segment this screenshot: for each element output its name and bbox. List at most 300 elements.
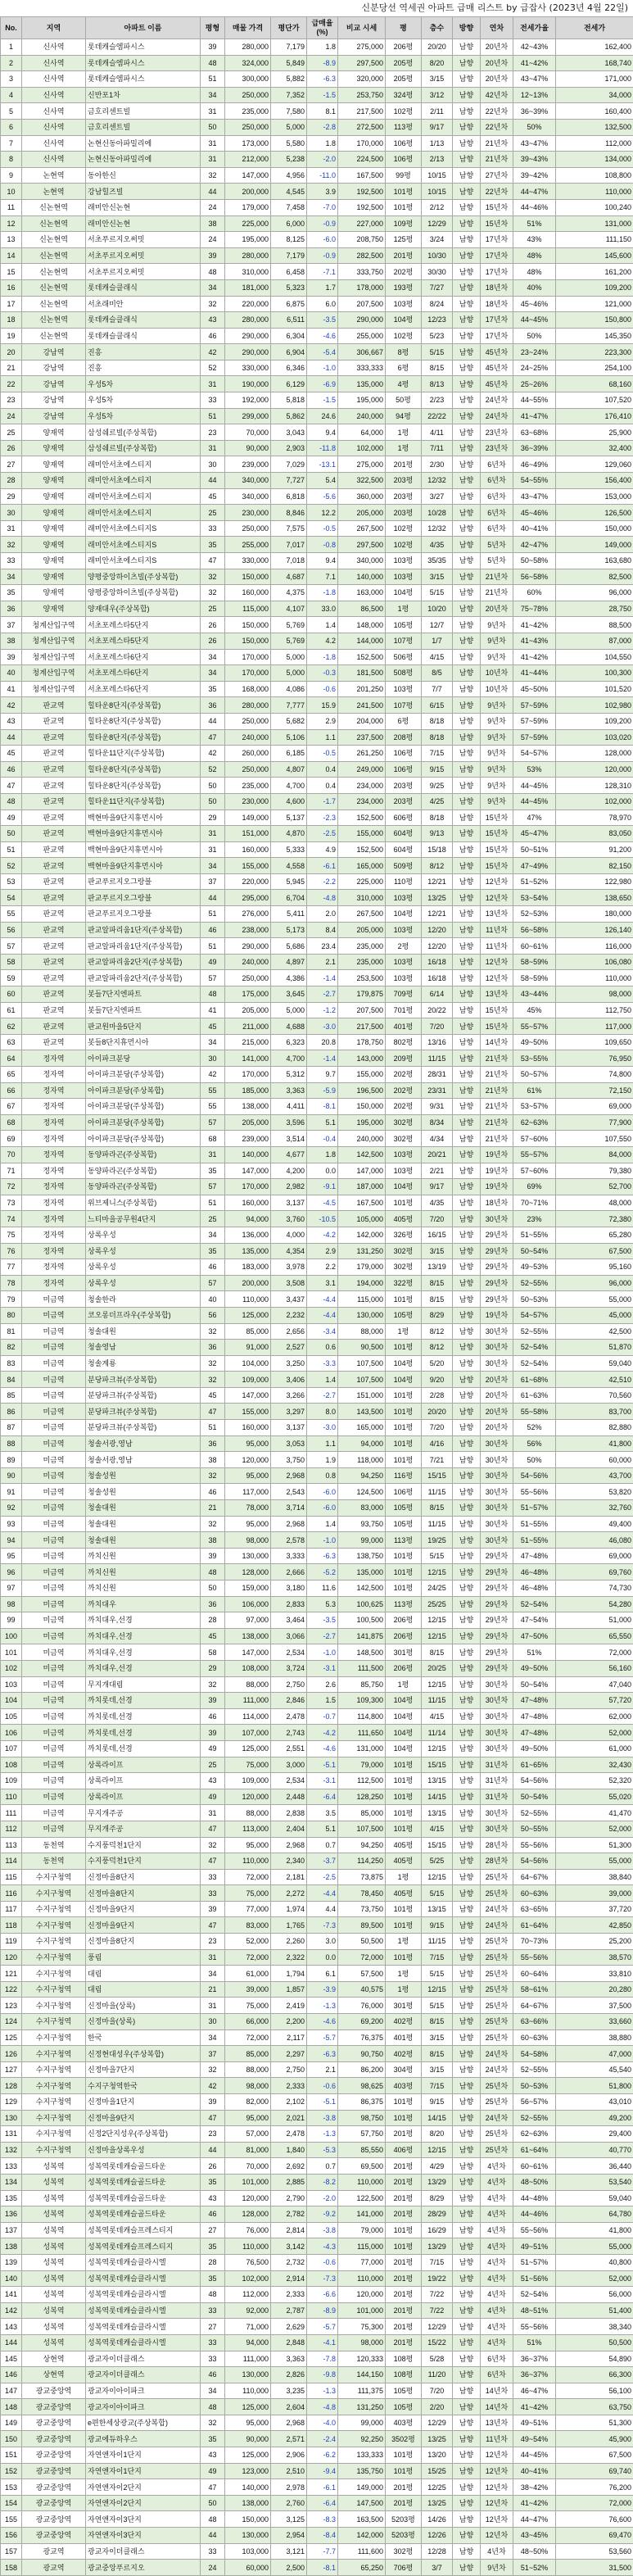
table-cell: 남향 — [453, 1018, 481, 1035]
table-cell: 23년차 — [481, 440, 513, 456]
table-cell: 광교에듀하우스 — [86, 2431, 201, 2447]
table-cell: 12~13% — [513, 87, 556, 103]
table-cell: 남향 — [453, 1372, 481, 1388]
table-cell: 12년차 — [481, 2495, 513, 2511]
table-cell: 4년차 — [481, 2543, 513, 2560]
table-cell: 47~49% — [513, 858, 556, 874]
table-cell: 5,769 — [271, 617, 307, 633]
table-cell: 남향 — [453, 1581, 481, 1597]
table-cell: 44 — [201, 890, 225, 906]
table-cell: 14년차 — [481, 2383, 513, 2399]
table-row — [1, 2431, 633, 2447]
table-cell: 84,000 — [556, 1146, 633, 1163]
table-cell: 340,000 — [338, 553, 386, 569]
table-cell: 12/29 — [422, 215, 453, 232]
table-cell: 롯데캐슬클래식 — [86, 328, 201, 344]
table-cell: 청계산입구역 — [22, 617, 86, 633]
table-cell: 42,510 — [556, 1372, 633, 1388]
table-cell: 88,000 — [225, 1676, 271, 1693]
table-cell: 5,173 — [271, 922, 307, 938]
table-cell: 49,200 — [556, 2110, 633, 2126]
table-cell: 청계산입구역 — [22, 649, 86, 665]
table-cell: 성복역롯데캐슬골드타운 — [86, 2190, 201, 2206]
table-cell: 170,000 — [225, 1179, 271, 1195]
table-cell: 41 — [201, 1002, 225, 1018]
table-cell: 142 — [1, 2302, 22, 2319]
table-cell: 101평 — [386, 1581, 422, 1597]
table-row — [1, 1981, 633, 1998]
table-cell: 94,000 — [225, 2334, 271, 2351]
table-cell: 성복역롯데캐슬클라시엘 — [86, 2319, 201, 2335]
table-cell: 230,000 — [225, 505, 271, 521]
table-cell: 117,000 — [556, 1018, 633, 1035]
table-cell: 남향 — [453, 376, 481, 392]
table-cell: 51~57% — [513, 2254, 556, 2270]
table-cell: 225,000 — [338, 873, 386, 890]
table-cell: 40 — [1, 665, 22, 682]
table-cell: -5.7 — [307, 2319, 338, 2335]
table-cell: 508평 — [386, 665, 422, 682]
table-cell: 120 — [1, 1949, 22, 1966]
table-cell: 2,333 — [271, 2078, 307, 2094]
table-cell: 25년차 — [481, 1981, 513, 1998]
table-cell: 3,406 — [271, 1372, 307, 1388]
table-cell: 120,000 — [338, 2287, 386, 2303]
table-cell: -2.4 — [307, 2431, 338, 2447]
table-cell: 36 — [201, 697, 225, 714]
table-cell: 47~48% — [513, 1693, 556, 1709]
table-cell: 남향 — [453, 841, 481, 858]
table-cell: 405평 — [386, 1837, 422, 1853]
table-cell: 5,769 — [271, 633, 307, 649]
table-cell: 힐타운8단지(주상복합) — [86, 778, 201, 794]
table-cell: 27년차 — [481, 167, 513, 184]
table-cell: 청솔계룡 — [86, 1355, 201, 1372]
table-cell: 서초푸르지오써밋 — [86, 264, 201, 280]
table-cell: 상록우성 — [86, 1275, 201, 1291]
table-cell: 신논현역 — [22, 199, 86, 215]
table-cell: -11.0 — [307, 167, 338, 184]
table-cell: 14/15 — [422, 1789, 453, 1805]
table-cell: 13/25 — [422, 890, 453, 906]
table-cell: 판교역 — [22, 1002, 86, 1018]
table-cell: 82,880 — [556, 1420, 633, 1436]
table-cell: 양재역 — [22, 424, 86, 441]
table-cell: 19년차 — [481, 1307, 513, 1323]
table-cell: 47~54% — [513, 1612, 556, 1629]
table-cell: 판교역 — [22, 810, 86, 826]
table-cell: 205,000 — [225, 1002, 271, 1018]
table-cell: 광교중앙역 — [22, 2479, 86, 2496]
table-cell: 24년차 — [481, 2046, 513, 2062]
table-cell: 동양파라곤(주상복합) — [86, 1179, 201, 1195]
table-cell: 코오롱더프라우(주상복합) — [86, 1307, 201, 1323]
table-cell: 101평 — [386, 2110, 422, 2126]
table-cell: 까치신원 — [86, 1548, 201, 1564]
table-cell: 101,000 — [225, 2174, 271, 2190]
table-cell: 6년차 — [481, 473, 513, 489]
table-cell: 506평 — [386, 649, 422, 665]
table-cell: 남향 — [453, 761, 481, 778]
table-cell: 13/29 — [422, 2238, 453, 2255]
table-cell: 13년차 — [481, 906, 513, 923]
table-cell: 까치롯데,선경 — [86, 1740, 201, 1757]
table-cell: 신사역 — [22, 87, 86, 103]
table-cell: 47 — [201, 1404, 225, 1420]
table-cell: 235,000 — [225, 778, 271, 794]
table-cell: 150,000 — [225, 617, 271, 633]
table-cell: 2/12 — [422, 199, 453, 215]
table-cell: 51~55% — [513, 1227, 556, 1243]
page-title: 신분당선 역세권 아파트 급매 리스트 by 급잡사 (2023년 4월 22일) — [0, 0, 633, 16]
table-cell: 140,000 — [338, 569, 386, 585]
table-row — [1, 2030, 633, 2046]
table-cell: 212,000 — [225, 152, 271, 168]
table-cell: 106 — [1, 1725, 22, 1741]
table-row — [1, 1917, 633, 1934]
table-cell: 56~57% — [513, 2094, 556, 2111]
table-cell: 12/20 — [422, 922, 453, 938]
table-cell: 남향 — [453, 2334, 481, 2351]
table-cell: 148 — [1, 2399, 22, 2415]
table-cell: 33 — [1, 553, 22, 569]
table-cell: 5/15 — [422, 1548, 453, 1564]
table-cell: 3,464 — [271, 1612, 307, 1629]
table-cell: 30년차 — [481, 1452, 513, 1468]
table-cell: 131,000 — [338, 1740, 386, 1757]
table-cell: 미금역 — [22, 1773, 86, 1789]
table-cell: 11년차 — [481, 2431, 513, 2447]
table-cell: 1.8 — [307, 1146, 338, 1163]
table-cell: 15/15 — [422, 1467, 453, 1484]
table-cell: 남향 — [453, 2030, 481, 2046]
table-cell: 9년차 — [481, 793, 513, 810]
table-cell: 광교중앙역 — [22, 2447, 86, 2464]
table-cell: 6 — [1, 119, 22, 135]
table-cell: 롯데캐슬클래식 — [86, 312, 201, 329]
table-cell: 3,137 — [271, 1420, 307, 1436]
table-cell: 49~50% — [513, 1740, 556, 1757]
table-cell: 19년차 — [481, 1146, 513, 1163]
table-cell: 94,000 — [225, 1211, 271, 1227]
table-cell: 117,000 — [225, 1484, 271, 1500]
table-cell: 2,903 — [271, 440, 307, 456]
table-cell: 131,000 — [556, 215, 633, 232]
table-cell: 121 — [1, 1966, 22, 1982]
table-cell: 167,500 — [338, 1195, 386, 1211]
table-row — [1, 697, 633, 714]
table-cell: 47 — [201, 1853, 225, 1870]
table-cell: 신정2단지성우(주상복합) — [86, 2126, 201, 2143]
table-cell: 36~37% — [513, 2367, 556, 2383]
table-cell: 205,000 — [225, 1114, 271, 1131]
table-row — [1, 1082, 633, 1099]
table-cell: 25 — [201, 1211, 225, 1227]
table-cell: -13.1 — [307, 456, 338, 473]
table-row — [1, 810, 633, 826]
table-cell: 봇들7단지엔파트 — [86, 986, 201, 1003]
table-cell: 120,000 — [225, 2190, 271, 2206]
table-cell: 119 — [1, 1934, 22, 1950]
table-cell: 52~53% — [513, 906, 556, 923]
table-cell: 69,200 — [338, 2014, 386, 2030]
table-cell: 9 — [1, 167, 22, 184]
table-cell: 32 — [201, 1355, 225, 1372]
table-cell: 남향 — [453, 408, 481, 424]
table-cell: 30년차 — [481, 1725, 513, 1741]
table-cell: 79 — [1, 1291, 22, 1308]
table-cell: 86,200 — [338, 2061, 386, 2078]
table-cell: 6,818 — [271, 488, 307, 505]
table-cell: 240,000 — [225, 954, 271, 970]
table-cell: 판교푸르지오그랑블 — [86, 890, 201, 906]
table-cell: 4,677 — [271, 1146, 307, 1163]
table-cell: -0.6 — [307, 681, 338, 697]
table-cell: 남향 — [453, 1725, 481, 1741]
table-cell: 50 — [1, 826, 22, 842]
table-cell: 남향 — [453, 1131, 481, 1147]
table-cell: 69,760 — [556, 1564, 633, 1581]
table-cell: 61 — [1, 1002, 22, 1018]
table-cell: 5/15 — [422, 344, 453, 361]
table-cell: 98,625 — [338, 2078, 386, 2094]
table-cell: 48% — [513, 264, 556, 280]
table-cell: 62~63% — [513, 2126, 556, 2143]
table-cell: 69,000 — [556, 1099, 633, 1115]
table-cell: 남향 — [453, 1420, 481, 1436]
table-cell: -0.5 — [307, 520, 338, 537]
listing-table — [0, 16, 633, 2576]
table-cell: 34 — [201, 279, 225, 296]
table-row — [1, 1227, 633, 1243]
table-cell: 29년차 — [481, 1564, 513, 1581]
table-row — [1, 2270, 633, 2287]
table-cell: 5,000 — [271, 119, 307, 135]
table-cell: 52,700 — [556, 1179, 633, 1195]
table-cell: 39,000 — [556, 1885, 633, 1902]
table-cell: 90,750 — [338, 2046, 386, 2062]
table-cell: 155,000 — [338, 826, 386, 842]
table-cell: 성복역롯데캐슬프레스티지 — [86, 2222, 201, 2238]
table-cell: 남향 — [453, 184, 481, 200]
table-cell: 미금역 — [22, 1612, 86, 1629]
table-cell: 196,500 — [338, 1082, 386, 1099]
table-cell: 100 — [1, 1628, 22, 1644]
table-cell: 3,514 — [271, 1131, 307, 1147]
table-cell: 51~55% — [513, 1516, 556, 1532]
table-cell: 709평 — [386, 986, 422, 1003]
table-cell: 194,000 — [338, 1275, 386, 1291]
table-cell: 남향 — [453, 938, 481, 955]
table-cell: 우성5차 — [86, 376, 201, 392]
table-cell: 판교역 — [22, 761, 86, 778]
table-cell: 힐타운8단지(주상복합) — [86, 713, 201, 729]
table-cell: 판교역 — [22, 697, 86, 714]
table-cell: 95,000 — [225, 2415, 271, 2431]
table-cell: 160,000 — [225, 1195, 271, 1211]
table-cell: 32 — [1, 537, 22, 553]
table-row — [1, 1099, 633, 1115]
table-cell: 남향 — [453, 633, 481, 649]
table-cell: 31 — [201, 1998, 225, 2014]
table-cell: 3,645 — [271, 986, 307, 1003]
table-cell: 76,200 — [556, 2479, 633, 2496]
table-cell: 122,500 — [338, 2190, 386, 2206]
table-cell: 95 — [1, 1548, 22, 1564]
table-cell: 47,040 — [556, 1676, 633, 1693]
table-cell: 신논현역 — [22, 215, 86, 232]
table-row — [1, 2206, 633, 2223]
table-cell: 137 — [1, 2222, 22, 2238]
table-cell: 2,833 — [271, 1596, 307, 1612]
table-cell: 150,000 — [225, 633, 271, 649]
table-cell: 47 — [201, 1917, 225, 1934]
table-cell: 2,760 — [271, 2495, 307, 2511]
table-cell: 남향 — [453, 1805, 481, 1821]
table-cell: 44 — [201, 2528, 225, 2544]
table-row — [1, 1693, 633, 1709]
table-cell: 판교역 — [22, 986, 86, 1003]
table-cell: 11년차 — [481, 922, 513, 938]
table-cell: 2,534 — [271, 1773, 307, 1789]
table-row — [1, 617, 633, 633]
table-cell: 77,000 — [338, 2254, 386, 2270]
table-cell: 82,000 — [225, 2094, 271, 2111]
table-cell: 신논현역 — [22, 328, 86, 344]
table-cell: 112,000 — [225, 2287, 271, 2303]
table-cell: 57~59% — [513, 697, 556, 714]
table-cell: 신사역 — [22, 39, 86, 56]
table-cell: 31 — [201, 440, 225, 456]
table-cell: 39 — [201, 1901, 225, 1917]
table-cell: 201평 — [386, 2158, 422, 2175]
table-cell: 8/12 — [422, 858, 453, 874]
table-cell: 남향 — [453, 970, 481, 986]
table-cell: 94,250 — [338, 1837, 386, 1853]
table-cell: 70 — [1, 1146, 22, 1163]
table-cell: 남향 — [453, 1628, 481, 1644]
table-cell: 52,000 — [556, 1725, 633, 1741]
table-cell: 3,053 — [271, 1435, 307, 1452]
table-cell: 101평 — [386, 1548, 422, 1564]
table-row — [1, 296, 633, 312]
table-cell: 101평 — [386, 1420, 422, 1436]
table-cell: 양재역 — [22, 537, 86, 553]
table-cell: 138,000 — [225, 1099, 271, 1115]
table-cell: 267,500 — [338, 520, 386, 537]
table-cell: 38,340 — [556, 2319, 633, 2335]
table-cell: 2,478 — [271, 1708, 307, 1725]
table-cell: 2,021 — [271, 2110, 307, 2126]
table-cell: 35 — [201, 2270, 225, 2287]
table-cell: 청솔대원 — [86, 1532, 201, 1549]
table-cell: -1.8 — [307, 585, 338, 601]
table-row — [1, 2222, 633, 2238]
table-cell: 13/15 — [422, 1805, 453, 1821]
table-cell: 122 — [1, 1981, 22, 1998]
table-cell: 6/14 — [422, 986, 453, 1003]
table-cell: 4년차 — [481, 2190, 513, 2206]
table-cell: 남향 — [453, 585, 481, 601]
table-cell: 남향 — [453, 135, 481, 152]
table-cell: 72 — [1, 1179, 22, 1195]
table-cell: 청솔서광,영남 — [86, 1435, 201, 1452]
table-cell: 힐타운11단지(주상복합) — [86, 746, 201, 762]
table-cell: 남향 — [453, 2287, 481, 2303]
table-cell: 4,688 — [271, 1018, 307, 1035]
table-cell: 남향 — [453, 2014, 481, 2030]
table-cell: 42 — [201, 746, 225, 762]
table-cell: 남향 — [453, 1998, 481, 2014]
table-cell: 32 — [201, 1516, 225, 1532]
table-cell: 45~47% — [513, 826, 556, 842]
table-cell: 36 — [201, 1435, 225, 1452]
table-cell: 성복역롯데캐슬클라시엘 — [86, 2270, 201, 2287]
table-cell: 4년차 — [481, 2334, 513, 2351]
table-cell: 46 — [201, 922, 225, 938]
table-cell: 145,350 — [556, 328, 633, 344]
table-cell: 32 — [201, 1467, 225, 1484]
table-cell: 7,727 — [271, 473, 307, 489]
table-cell: 42 — [201, 1067, 225, 1083]
table-cell: 201평 — [386, 2287, 422, 2303]
table-cell: 56~58% — [513, 922, 556, 938]
table-cell: 5,411 — [271, 906, 307, 923]
table-cell: 75,000 — [225, 1998, 271, 2014]
table-cell: 27 — [201, 2319, 225, 2335]
table-row — [1, 1725, 633, 1741]
table-cell: 31,500 — [556, 2560, 633, 2576]
table-cell: 102,000 — [225, 2270, 271, 2287]
table-cell: 297,500 — [338, 55, 386, 71]
table-row — [1, 1291, 633, 1308]
table-cell: 132,500 — [556, 119, 633, 135]
table-cell: 25 — [1, 424, 22, 441]
table-cell: 3,333 — [271, 1548, 307, 1564]
table-cell: 31 — [1, 520, 22, 537]
table-cell: 179,000 — [338, 1259, 386, 1276]
table-cell: 47 — [201, 2110, 225, 2126]
table-cell: 남향 — [453, 264, 481, 280]
table-cell: 49 — [201, 1789, 225, 1805]
table-cell: 86,500 — [338, 601, 386, 617]
table-cell: 79,000 — [338, 1757, 386, 1773]
table-cell: 남향 — [453, 778, 481, 794]
table-cell: 290,000 — [225, 344, 271, 361]
table-cell: 2,200 — [271, 2014, 307, 2030]
table-cell: 168,000 — [225, 681, 271, 697]
table-cell: 21년차 — [481, 1050, 513, 1067]
table-cell: 78,450 — [338, 1885, 386, 1902]
table-cell: 12/15 — [422, 1740, 453, 1757]
table-cell: 31 — [201, 1949, 225, 1966]
table-cell: 5/23 — [422, 328, 453, 344]
table-cell: 성복역 — [22, 2334, 86, 2351]
table-body — [1, 39, 633, 2576]
table-cell: 90 — [1, 1467, 22, 1484]
table-cell: 113,000 — [225, 1821, 271, 1837]
table-cell: 남향 — [453, 2447, 481, 2464]
table-cell: 202평 — [386, 264, 422, 280]
table-cell: 42년차 — [481, 87, 513, 103]
table-cell: 남향 — [453, 986, 481, 1003]
table-cell: 24년차 — [481, 2061, 513, 2078]
table-cell: 남향 — [453, 601, 481, 617]
table-cell: 4.9 — [307, 841, 338, 858]
table-cell: 30년차 — [481, 1805, 513, 1821]
table-cell: 103평 — [386, 681, 422, 697]
table-cell: 남향 — [453, 890, 481, 906]
